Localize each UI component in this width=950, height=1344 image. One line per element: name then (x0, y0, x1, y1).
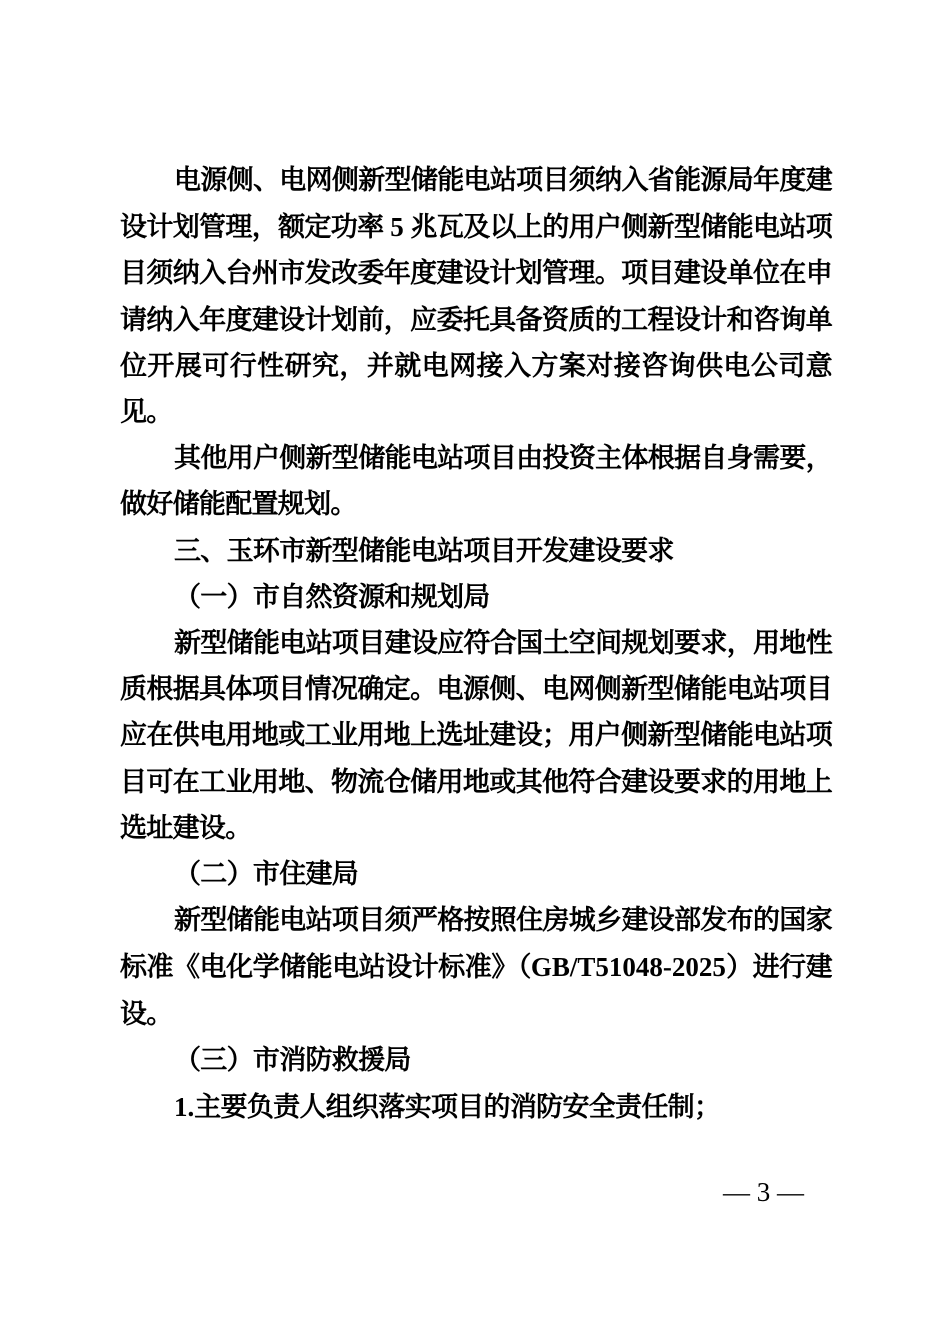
paragraph-land-use-siting: 新型储能电站项目建设应符合国土空间规划要求，用地性质根据具体项目情况确定。电源侧、电网侧新型储能电站项目应在供电用地或工业用地上选址建设；用户侧新型储能电站项目可在工业用地、物流仓储用地或其他符合建设要求的用地上选址建设。 (120, 628, 832, 844)
paragraph-text: 电源侧、电网侧新型储能电站项目须纳入省能源局年度建设计划管理，额定功率 (120, 165, 832, 244)
paragraph-text: 兆瓦及以上的用户侧新型储能电站项目须纳入台州市发改委年度建设计划管理。项目建设单位在申请纳入年度建设计划前，应委托具备资质的工程设计和咨询单位开展可行性研究，并就电网接入方案对接咨询供电公司意见。 (120, 212, 833, 429)
paragraph-text: 新型储能电站项目须严格按照住房城乡建设部发布的国家标准《电化学储能电站设计标准》（ (120, 905, 832, 984)
standard-code-text: GB/T51048-2025 (530, 952, 726, 983)
paragraph-annual-plan-management (120, 158, 832, 436)
heading-section-three-development-requirements: 三、玉环市新型储能电站项目开发建设要求 (174, 535, 674, 567)
paragraph-text: ）进行建设。 (120, 952, 832, 1030)
paragraph-design-standard (120, 898, 832, 1038)
heading-sub-natural-resources-planning-bureau: （一）市自然资源和规划局 (174, 581, 490, 613)
list-item-text: 主要负责人组织落实项目的消防安全责任制； (194, 1092, 721, 1124)
list-item-number: 1. (174, 1092, 195, 1123)
heading-sub-housing-construction-bureau: （二）市住建局 (174, 859, 359, 891)
page-footer (120, 1176, 804, 1208)
page-number: — 3 — (723, 1177, 804, 1207)
paragraph-other-user-side-projects: 其他用户侧新型储能电站项目由投资主体根据自身需要，做好储能配置规划。 (120, 443, 832, 521)
paragraph-latin-number: 5 (383, 212, 411, 243)
list-item-fire-safety-responsibility (120, 1084, 832, 1131)
document-body (120, 158, 832, 1131)
heading-sub-fire-rescue-bureau: （三）市消防救援局 (174, 1044, 411, 1076)
